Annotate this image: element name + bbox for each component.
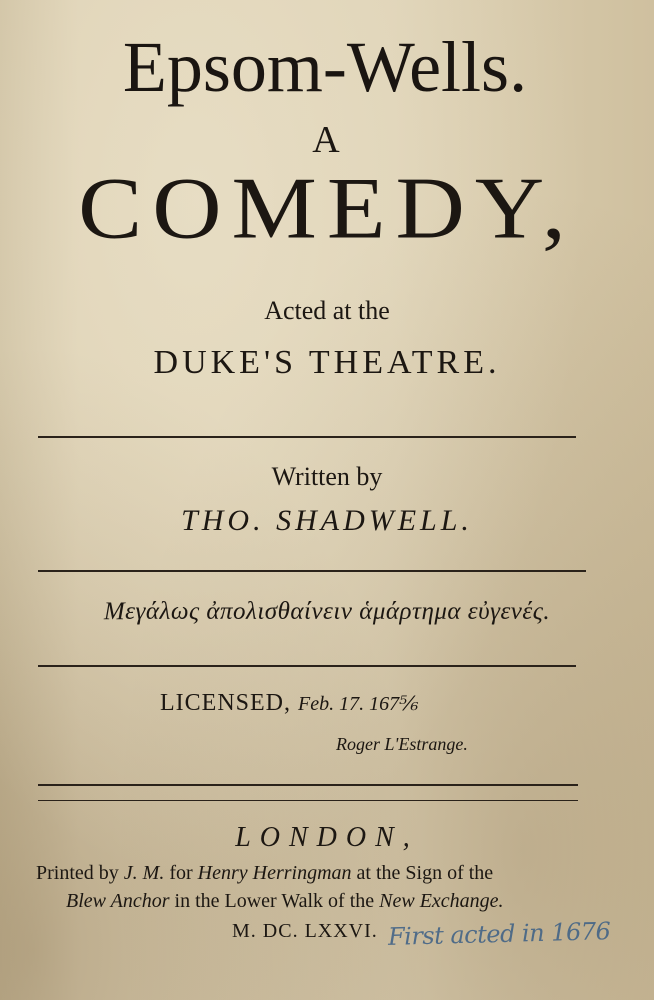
location-name: New Exchange. xyxy=(379,890,504,912)
play-title: Epsom-Wells. xyxy=(122,27,528,107)
bookseller-name: Henry Herringman xyxy=(197,862,352,884)
sign-text: at the Sign of the xyxy=(356,862,494,884)
licenser-name: Roger L'Estrange. xyxy=(336,734,468,754)
imprint-line-1 xyxy=(36,862,493,885)
location-text: in the Lower Walk of the xyxy=(174,890,375,912)
theatre-name: DUKE'S THEATRE. xyxy=(153,344,501,381)
publication-year: M. DC. LXXVI. xyxy=(232,920,378,942)
printed-by-label: Printed by xyxy=(36,862,119,884)
rule-1 xyxy=(38,436,576,438)
greek-motto: Μεγάλως ἀπολισθαίνειν ἁμάρτημα εὐγενές. xyxy=(103,598,551,625)
for-label: for xyxy=(169,862,193,884)
rule-4 xyxy=(38,784,578,786)
handwritten-note: First acted in 1676 xyxy=(387,917,611,951)
license-date: Feb. 17. 167⅚ xyxy=(298,693,419,715)
acted-at-line: Acted at the xyxy=(264,296,390,325)
license-line xyxy=(160,690,418,717)
title-article: A xyxy=(312,119,342,161)
rule-2 xyxy=(38,570,586,572)
author-name: THO. SHADWELL. xyxy=(181,504,473,537)
printer-name: J. M. xyxy=(123,862,165,884)
sign-name: Blew Anchor xyxy=(66,890,170,912)
place-of-printing: LONDON, xyxy=(235,822,419,853)
genre-heading: COMEDY, xyxy=(78,158,576,257)
license-label: LICENSED, xyxy=(160,690,291,716)
written-by-line: Written by xyxy=(271,462,383,491)
rule-5 xyxy=(38,800,578,801)
imprint-line-2 xyxy=(66,890,504,913)
rule-3 xyxy=(38,665,576,667)
